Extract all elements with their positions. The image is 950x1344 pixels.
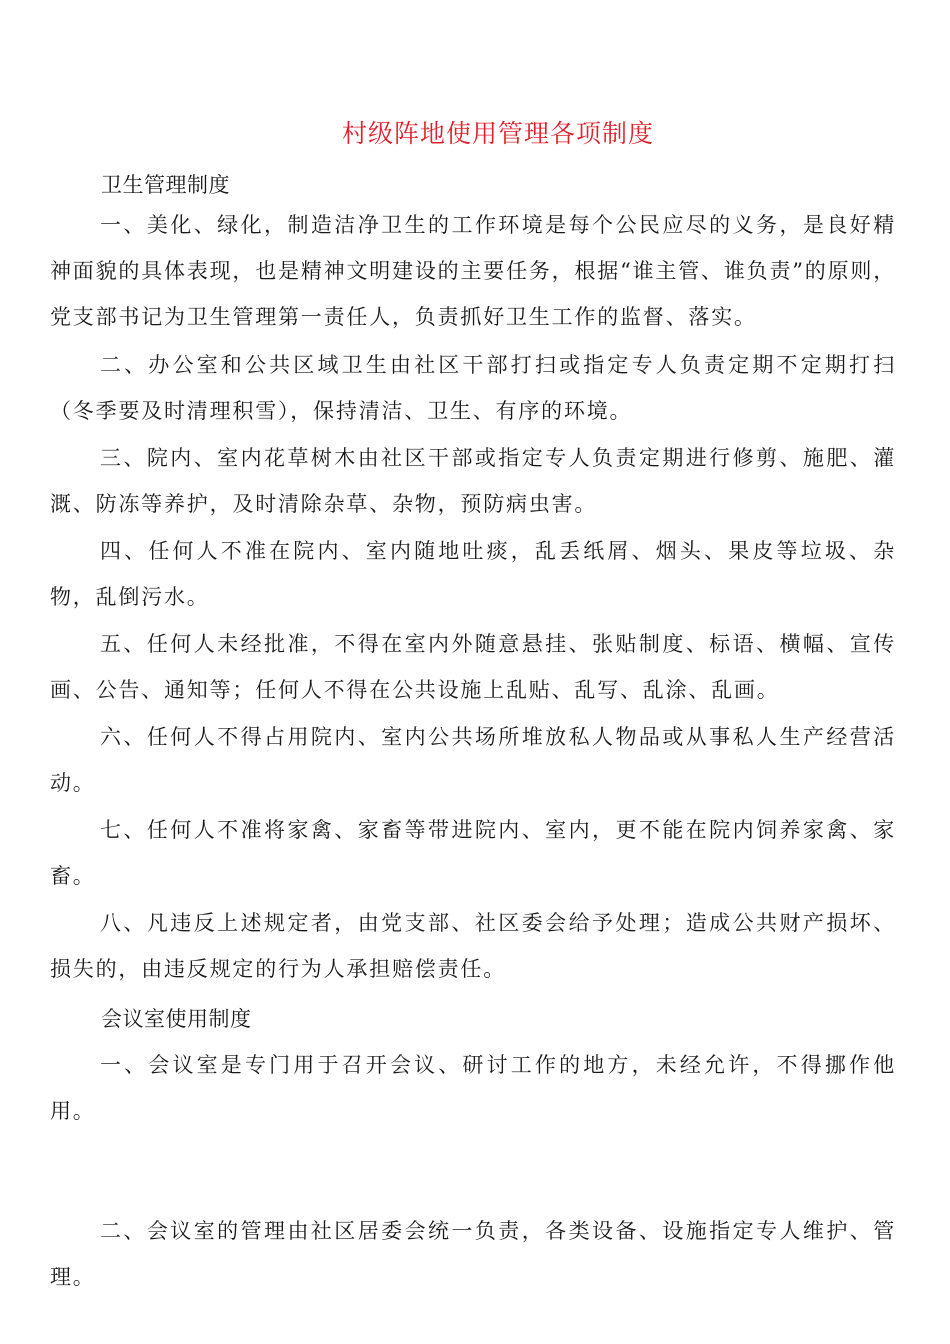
sanitation-rule-1: 一、美化、绿化，制造洁净卫生的工作环境是每个公民应尽的义务，是良好精神面貌的具体表现，也是精神文明建设的主要任务，根据“谁主管、谁负责”的原则，党支部书记为卫生管理第一责任人，负责抓好卫生工作的监督、落实。 <box>50 213 896 329</box>
section-heading-sanitation: 卫生管理制度 <box>101 173 230 197</box>
sanitation-rule-8: 八、凡违反上述规定者，由党支部、社区委会给予处理；造成公共财产损坏、损失的，由违反规定的行为人承担赔偿责任。 <box>50 911 896 981</box>
page-whitespace <box>50 1090 896 1210</box>
meeting-room-rule-1: 一、会议室是专门用于召开会议、研讨工作的地方，未经允许，不得挪作他用。 <box>50 1053 896 1123</box>
section-heading-meeting-room: 会议室使用制度 <box>101 1007 252 1031</box>
sanitation-rule-4: 四、任何人不准在院内、室内随地吐痰，乱丢纸屑、烟头、果皮等垃圾、杂物，乱倒污水。 <box>50 539 896 609</box>
sanitation-rule-5: 五、任何人未经批准，不得在室内外随意悬挂、张贴制度、标语、横幅、宣传画、公告、通知等；任何人不得在公共设施上乱贴、乱写、乱涂、乱画。 <box>50 632 896 702</box>
sanitation-rule-6: 六、任何人不得占用院内、室内公共场所堆放私人物品或从事私人生产经营活动。 <box>50 725 896 795</box>
sanitation-rule-2: 二、办公室和公共区域卫生由社区干部打扫或指定专人负责定期不定期打扫（冬季要及时清理积雪），保持清洁、卫生、有序的环境。 <box>50 353 896 423</box>
sanitation-rule-7: 七、任何人不准将家禽、家畜等带进院内、室内，更不能在院内饲养家禽、家畜。 <box>50 818 896 888</box>
sanitation-rule-3: 三、院内、室内花草树木由社区干部或指定专人负责定期进行修剪、施肥、灌溉、防冻等养护，及时清除杂草、杂物，预防病虫害。 <box>50 446 896 516</box>
meeting-room-rule-2: 二、会议室的管理由社区居委会统一负责，各类设备、设施指定专人维护、管理。 <box>50 1219 896 1289</box>
document-title: 村级阵地使用管理各项制度 <box>341 119 654 148</box>
